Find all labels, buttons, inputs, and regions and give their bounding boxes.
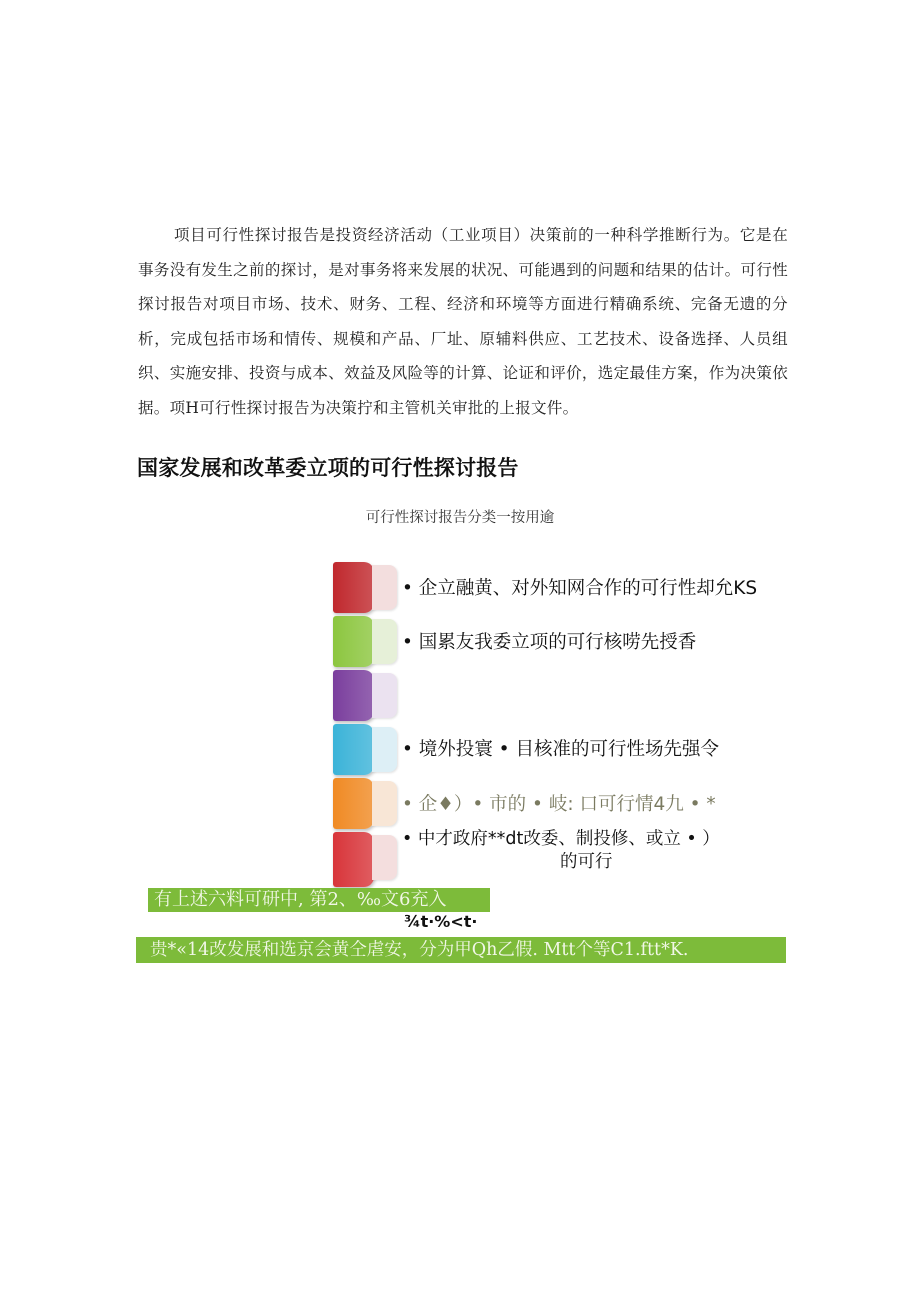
diagram-tab-1 <box>372 565 397 610</box>
green-highlight-line-2: 贵*«14改发展和选京会黄仝虐安，分为甲Qh乙假. Mtt个等C1.ftt*K. <box>136 937 786 963</box>
diagram-bar-4 <box>333 724 374 775</box>
intro-paragraph: 项目可行性探讨报告是投资经济活动（工业项目）决策前的一种科学推断行为。它是在事务没有发生之前的探讨，是对事务将来发展的状况、可能遇到的问题和结果的估计。可行性探讨报告对项目市场、技术、财务、工程、经济和环境等方面进行精确系统、完备无遗的分析，完成包括市场和情传、规模和产品、厂址、原辅料供应、工艺技术、设备选择、人员组织、实施安排、投资与成本、效益及风险等的计算、论证和评价，选定最佳方案，作为决策依据。项H可行性探讨报告为决策拧和主管机关审批的上报文件。 <box>138 226 788 417</box>
diagram-item-4: • 境外投寰 • 目核准的可行性场先强令 <box>402 739 719 760</box>
diagram-tab-4 <box>372 727 397 772</box>
diagram-item-1: • 企立融黄、对外知网合作的可行性却允KS <box>402 578 758 599</box>
diagram-item-5: • 企♦）• 市的 • 岐: 口可行情4九 • * <box>402 794 716 815</box>
diagram-bar-1 <box>333 562 374 613</box>
diagram-item-6: • 中才政府**dt改委、制投修、或立 • ） <box>402 829 720 849</box>
diagram-tab-6 <box>372 835 397 880</box>
diagram-bar-2 <box>333 616 374 667</box>
diagram-tab-3 <box>372 673 397 718</box>
diagram-tab-2 <box>372 619 397 664</box>
diagram-item-6-continuation: 的可行 <box>560 852 613 872</box>
garbled-text: ¾t·%<t· <box>404 912 478 931</box>
diagram-title: 可行性探讨报告分类一按用逾 <box>365 510 555 526</box>
diagram-item-2: • 国累友我委立项的可行核唠先授香 <box>402 632 697 653</box>
green-highlight-line-1: 有上述六料可研中, 第2、‰文6充入 <box>148 888 490 912</box>
diagram-bar-3 <box>333 670 374 721</box>
diagram-bar-5 <box>333 778 374 829</box>
diagram-tab-5 <box>372 781 397 826</box>
section-heading: 国家发展和改革委立项的可行性探讨报告 <box>137 456 519 480</box>
diagram-bar-6 <box>333 832 374 887</box>
